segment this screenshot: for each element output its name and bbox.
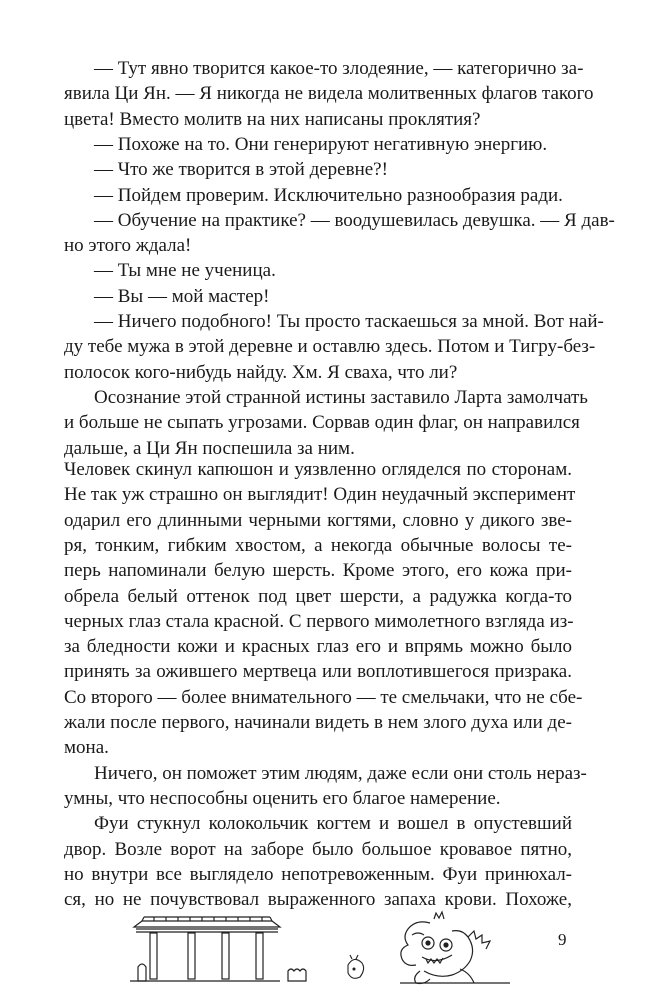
text-line: ду тебе мужа в этой деревне и оставлю здесь. Потом и Тигру-без-	[64, 336, 596, 358]
text-line: — Обучение на практике? — воодушевилась девушка. — Я дав-	[94, 209, 615, 231]
text-line: умны, что неспособны оценить его благое намерение.	[64, 787, 501, 809]
page-number: 9	[558, 930, 567, 949]
text-line: мона.	[64, 737, 109, 759]
text-line: ря, тонким, гибким хвостом, а некогда обычные волосы те-	[64, 534, 572, 556]
text-line: но внутри все выглядело непотревоженным. Фуи принюхал-	[64, 863, 572, 885]
text-line: Ничего, он поможет этим людям, даже если они столь нераз-	[94, 762, 587, 784]
text-line: — Похоже на то. Они генерируют негативную энергию.	[94, 133, 548, 155]
text-line: и больше не сыпать угрозами. Сорвав один флаг, он направился	[64, 412, 580, 434]
text-line: — Тут явно творится какое-то злодеяние, — категорично за-	[94, 58, 584, 79]
text-line: Не так уж страшно он выглядит! Один неудачный эксперимент	[64, 484, 576, 506]
dragon-icon	[400, 912, 510, 984]
text-line: но этого ждала!	[64, 235, 192, 257]
text-line: принять за ожившего мертвеца или воплотившегося призрака.	[64, 661, 572, 683]
text-line: цвета! Вместо молитв на них написаны проклятия?	[64, 108, 481, 130]
pavilion-icon	[130, 917, 306, 981]
text-line: перь напоминали белую шерсть. Кроме этого, его кожа при-	[64, 560, 572, 582]
text-line: одарил его длинными черными когтями, словно у дикого зве-	[64, 509, 572, 531]
text-line: Со второго — более внимательного — те смельчаки, что не сбе-	[64, 686, 583, 708]
text-line: явила Ци Ян. — Я никогда не видела молитвенных флагов такого	[64, 83, 594, 105]
text-line: обрела белый оттенок под цвет шерсти, а радужка когда-то	[64, 585, 572, 607]
text-line: жали после первого, начинали видеть в нем злого духа или де-	[64, 712, 572, 733]
bottom-illustration	[130, 905, 510, 987]
text-line: Фуи стукнул колокольчик когтем и вошел в опустевший	[94, 813, 572, 835]
text-line: — Ты мне не ученица.	[94, 260, 276, 282]
book-page	[64, 0, 615, 1000]
text-line: Осознание этой странной истины заставило Ларта замолчать	[94, 386, 588, 408]
text-line: за бледности кожи и красных глаз его и впрямь можно было	[64, 636, 572, 658]
text-line: дальше, а Ци Ян поспешила за ним.	[64, 437, 355, 459]
text-line: полосок кого-нибудь найду. Хм. Я сваха, что ли?	[64, 361, 458, 383]
text-line: двор. Возле ворот на заборе было большое кровавое пятно,	[64, 838, 572, 860]
text-line: черных глаз стала красной. С первого мимолетного взгляда из-	[64, 610, 574, 632]
text-line: Человек скинул капюшон и уязвленно огляделся по сторонам.	[64, 459, 572, 480]
text-line: — Что же творится в этой деревне?!	[94, 159, 388, 181]
text-line: — Вы — мой мастер!	[94, 285, 270, 307]
text-line: ся, но не почувствовал выраженного запаха крови. Похоже,	[64, 889, 572, 911]
text-line: — Ничего подобного! Ты просто таскаешься за мной. Вот най-	[94, 311, 604, 332]
text-line: — Пойдем проверим. Исключительно разнообразия ради.	[94, 184, 563, 206]
small-creature-icon	[348, 955, 364, 978]
